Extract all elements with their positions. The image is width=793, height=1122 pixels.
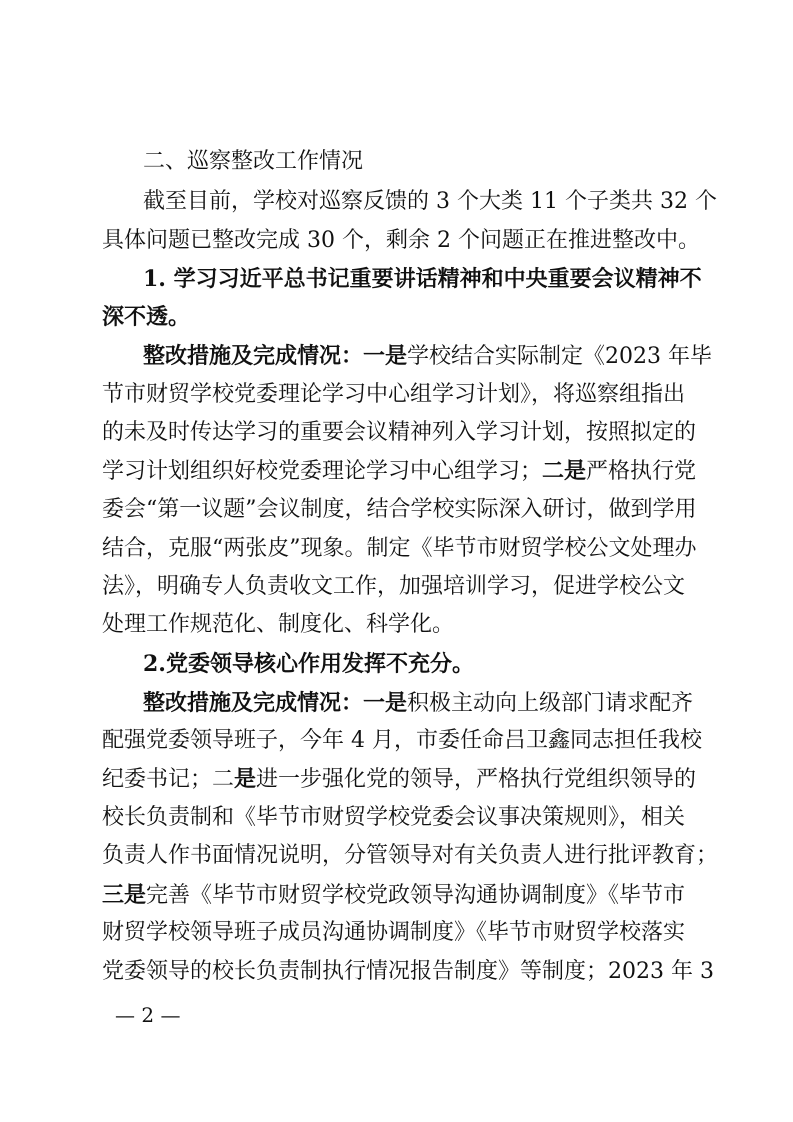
item1-title-line-1: 1. 学习习近平总书记重要讲话精神和中央重要会议精神不 bbox=[143, 266, 702, 292]
item1-paragraph-line-7: 法》，明确专人负责收文工作，加强培训学习，促进学校公文 bbox=[102, 574, 686, 599]
item1-paragraph-line-1 bbox=[143, 341, 713, 371]
item2-paragraph-line-6 bbox=[102, 880, 686, 910]
item2-third-marker: 三是 bbox=[102, 882, 147, 908]
item2-paragraph-line-2: 配强党委领导班子，今年 4 月，市委任命吕卫鑫同志担任我校 bbox=[102, 728, 702, 753]
item1-paragraph-line-2: 节市财贸学校党委理论学习中心组学习计划》，将巡察组指出 bbox=[102, 382, 686, 407]
section-heading: 二、巡察整改工作情况 bbox=[143, 149, 364, 174]
item2-paragraph-line-7: 财贸学校领导班子成员沟通协调制度》《毕节市财贸学校落实 bbox=[102, 920, 686, 945]
item1-first-marker: 一是 bbox=[363, 343, 408, 369]
item2-measures-label: 整改措施及完成情况： bbox=[143, 690, 364, 716]
item2-second-marker: 是 bbox=[234, 766, 257, 792]
item1-title-line-2: 深不透。 bbox=[102, 304, 191, 330]
item2-first-marker: 一是 bbox=[363, 690, 408, 716]
page-number: — 2 — bbox=[115, 1003, 181, 1027]
item1-paragraph-line-3: 的未及时传达学习的重要会议精神列入学习计划，按照拟定的 bbox=[102, 420, 697, 445]
item1-paragraph-line-6: 结合，克服“两张皮”现象。制定《毕节市财贸学校公文处理办 bbox=[102, 536, 697, 561]
item1-measures-label: 整改措施及完成情况： bbox=[143, 343, 364, 369]
item2-line3-rest: 进一步强化党的领导，严格执行党组织领导的 bbox=[256, 767, 697, 792]
item1-line1-text: 学校结合实际制定《2023 年毕 bbox=[407, 344, 713, 369]
item1-line4-rest: 严格执行党 bbox=[586, 459, 697, 484]
item2-line3-text: 纪委书记；二 bbox=[102, 767, 235, 792]
item1-paragraph-line-4 bbox=[102, 456, 697, 486]
item1-line4-text: 学习计划组织好校党委理论学习中心组学习； bbox=[102, 459, 543, 484]
item1-paragraph-line-8: 处理工作规范化、制度化、科学化。 bbox=[102, 612, 455, 637]
item2-paragraph-line-5: 负责人作书面情况说明，分管领导对有关负责人进行批评教育； bbox=[102, 843, 719, 868]
intro-line-1: 截至目前，学校对巡察反馈的 3 个大类 11 个子类共 32 个 bbox=[143, 189, 717, 214]
item2-paragraph-line-3 bbox=[102, 764, 697, 794]
item2-line1-text: 积极主动向上级部门请求配齐 bbox=[407, 691, 694, 716]
item1-paragraph-line-5: 委会“第一议题”会议制度，结合学校实际深入研讨，做到学用 bbox=[102, 497, 697, 522]
item1-second-marker: 二是 bbox=[542, 458, 587, 484]
item2-paragraph-line-8: 党委领导的校长负责制执行情况报告制度》等制度；2023 年 3 bbox=[102, 959, 714, 984]
item2-title: 2.党委领导核心作用发挥不充分。 bbox=[143, 651, 474, 677]
intro-line-2: 具体问题已整改完成 30 个，剩余 2 个问题正在推进整改中。 bbox=[102, 228, 700, 253]
item2-line6-text: 完善《毕节市财贸学校党政领导沟通协调制度》《毕节市 bbox=[146, 883, 686, 908]
item2-paragraph-line-1 bbox=[143, 688, 694, 718]
item2-paragraph-line-4: 校长负责制和《毕节市财贸学校党委会议事决策规则》，相关 bbox=[102, 805, 686, 830]
